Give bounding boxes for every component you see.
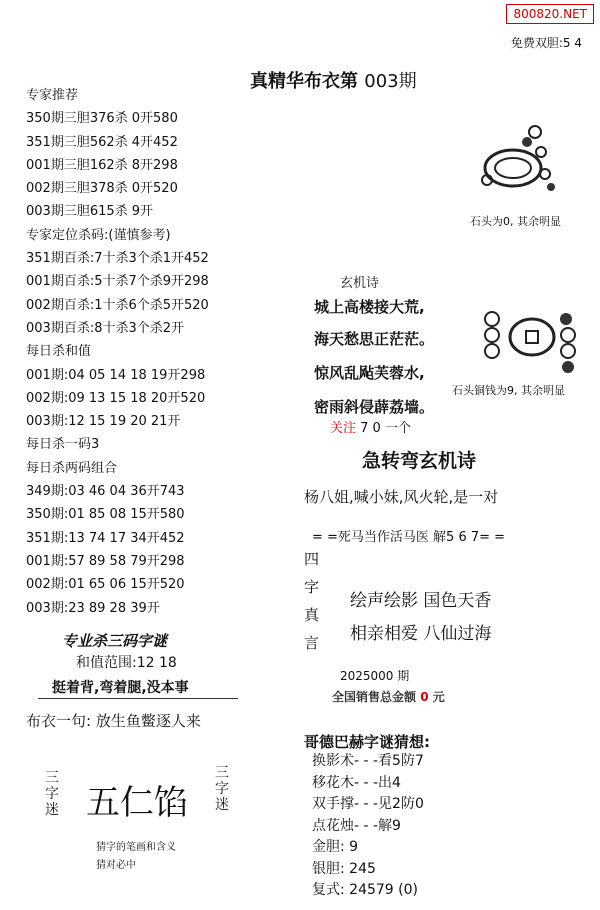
list-item: 351期百杀:7十杀3个杀1开452: [26, 251, 209, 267]
goldbach-title: 哥德巴赫字谜猜想:: [304, 733, 430, 751]
section-heading: 专家定位杀码:(谨慎参考): [26, 227, 171, 243]
riddle-line: 挺着背,弯着腿,没本事: [52, 680, 189, 696]
list-item: 复式: 24579 (0): [312, 882, 418, 898]
list-item: 002期三胆378杀 0开520: [26, 181, 178, 197]
list-item: 移花木- - -出4: [312, 774, 401, 791]
sales-total-label: 全国销售总金额: [332, 690, 417, 704]
list-item: 003期三胆615杀 9开: [26, 204, 154, 220]
sales-total: [332, 688, 445, 705]
poem-line-3: 惊风乱飐芙蓉水,: [314, 364, 425, 382]
list-item: 001期百杀:5十杀7个杀9开298: [26, 274, 209, 290]
coin-stone-image: [480, 305, 590, 375]
poem-line-2: 海天愁思正茫茫。: [314, 330, 435, 348]
poem-line-1: 城上高楼接大荒,: [314, 298, 425, 316]
list-item: 002期百杀:1十杀6个杀5开520: [26, 297, 209, 313]
vertical-char: 三: [215, 765, 229, 781]
section-heading: 每日杀和值: [26, 344, 92, 360]
list-item: 003期:23 89 28 39开: [26, 600, 160, 616]
vertical-char: 三: [45, 770, 59, 786]
san-zi-mi-left: [44, 770, 60, 818]
riddle-poem-title: 急转弯玄机诗: [362, 450, 477, 472]
section-heading: 每日杀一码3: [26, 437, 100, 453]
list-item: 001期:04 05 14 18 19开298: [26, 367, 206, 383]
zimi-title: 专业杀三码字谜: [62, 632, 168, 650]
list-item: 351期:13 74 17 34开452: [26, 530, 185, 546]
idiom-line-1: 绘声绘影 国色天香: [350, 591, 492, 611]
vertical-char: 迷: [215, 797, 229, 813]
buyi-sentence: 布衣一句: 放生鱼鳖逐人来: [26, 712, 201, 730]
free-double-text: 免费双胆:5 4: [510, 36, 582, 50]
four-word-char: 字: [304, 578, 320, 596]
list-item: 002期:01 65 06 15开520: [26, 577, 185, 593]
vertical-char: 字: [215, 781, 229, 797]
four-word-char: 四: [304, 550, 320, 568]
list-item: 003期百杀:8十杀3个杀2开: [26, 320, 185, 336]
watermark: 800820.NET: [506, 4, 594, 24]
follow-label: 关注: [330, 421, 357, 436]
four-word-char: 言: [304, 634, 320, 652]
dead-horse-line: = =死马当作活马医 解5 6 7= =: [312, 530, 506, 545]
section-heading: 每日杀两码组合: [26, 460, 118, 476]
stone-caption: 石头为0, 其余明显: [470, 215, 561, 228]
four-word-label: [304, 545, 322, 657]
list-item: 换影术- - -看5防7: [312, 753, 424, 769]
sum-range: 和值范围:12 18: [76, 655, 177, 671]
vertical-char: 字: [45, 786, 59, 802]
list-item: 003期:12 15 19 20 21开: [26, 414, 181, 430]
list-item: 349期:03 46 04 36开743: [26, 484, 185, 500]
coin-caption: 石头铜钱为9, 其余明显: [452, 384, 565, 397]
list-item: 001期:57 89 58 79开298: [26, 553, 185, 569]
list-item: 金胆: 9: [312, 839, 359, 855]
list-item: 351期三胆562杀 4开452: [26, 134, 178, 150]
san-zi-mi-right: [214, 765, 230, 813]
list-item: 002期:09 13 15 18 20开520: [26, 390, 206, 406]
stone-necklace-image: [475, 112, 565, 212]
follow-value: 7 0 一个: [360, 421, 411, 436]
list-item: 350期三胆376杀 0开580: [26, 111, 178, 127]
four-word-char: 真: [304, 606, 320, 624]
idiom-line-2: 相亲相爱 八仙过海: [350, 624, 492, 644]
title-issue: 003期: [364, 71, 417, 92]
section-heading: 专家推荐: [26, 88, 79, 103]
list-item: 点花烛- - -解9: [312, 817, 401, 834]
list-item: 银胆: 245: [312, 860, 376, 877]
hint-line-1: 猜字的笔画和含义: [96, 842, 176, 853]
sales-total-value: 0: [420, 690, 429, 704]
poem-title: 玄机诗: [340, 276, 380, 291]
goldbach-list: [312, 751, 424, 902]
sales-issue: 2025000 期: [340, 669, 410, 683]
list-item: 350期:01 85 08 15开580: [26, 507, 185, 523]
divider: [38, 698, 238, 699]
riddle-poem-text: 杨八姐,喊小妹,风火轮,是一对: [304, 488, 499, 506]
big-riddle-word: 五仁馅: [86, 783, 188, 823]
poem-line-4: 密雨斜侵薜荔墙。: [314, 398, 435, 416]
left-list: [26, 84, 276, 620]
title-main: 真精华布衣第: [250, 71, 358, 92]
vertical-char: 迷: [45, 802, 59, 818]
list-item: 双手撑- - -见2防0: [312, 796, 424, 812]
follow-line: [330, 417, 411, 436]
sales-total-unit: 元: [432, 690, 445, 704]
list-item: 001期三胆162杀 8开298: [26, 157, 178, 173]
hint-line-2: 猜对必中: [96, 860, 136, 871]
